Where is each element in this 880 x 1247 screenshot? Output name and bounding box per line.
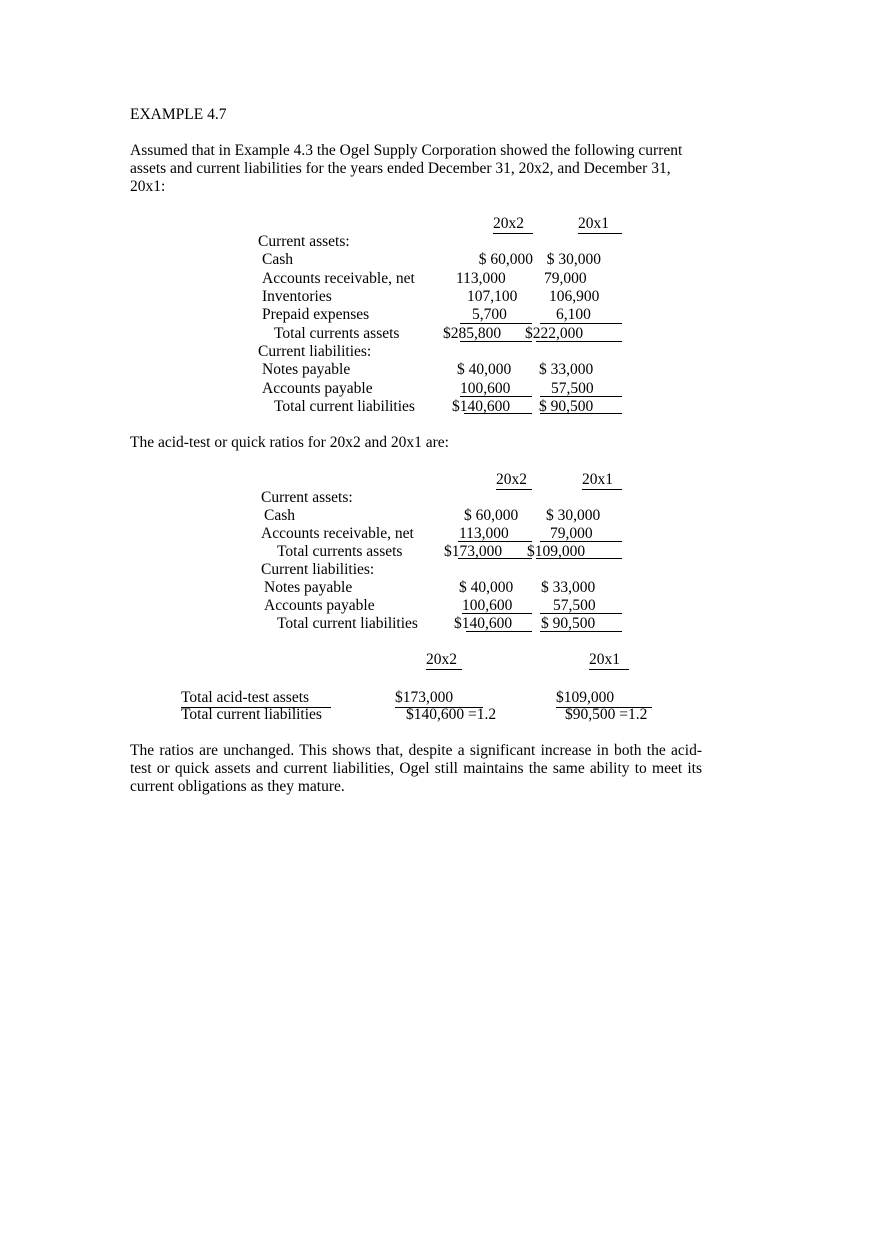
value-20x2: 100,600: [462, 597, 513, 614]
value-20x1: 6,100: [556, 306, 591, 323]
section-label-current-liabilities: Current liabilities:: [258, 343, 372, 360]
total-20x1: $ 90,500: [539, 398, 594, 415]
total-20x1: $ 90,500: [541, 615, 596, 632]
total-20x2: $140,600: [454, 615, 513, 632]
value-20x1: 57,500: [551, 380, 594, 397]
value-20x2: 113,000: [459, 525, 509, 542]
col-header-20x2: 20x2: [493, 215, 533, 234]
total-label: Total current liabilities: [274, 398, 415, 415]
row-label: Prepaid expenses: [262, 306, 370, 323]
row-label: Notes payable: [264, 579, 353, 596]
total-rule-20x2: [460, 341, 532, 342]
value-20x2: 107,100: [467, 288, 518, 305]
value-20x1: 106,900: [549, 288, 600, 305]
total-20x2: $140,600: [452, 398, 511, 415]
col-header-20x2: 20x2: [496, 471, 532, 490]
subtotal-rule-20x1: [540, 613, 622, 614]
row-label: Accounts payable: [262, 380, 373, 397]
value-20x2: $ 60,000: [478, 251, 533, 268]
row-label: Cash: [262, 251, 293, 268]
total-label: Total currents assets: [274, 325, 400, 342]
total-rule-20x2: [464, 413, 532, 414]
ratio-numerator-20x2: $173,000: [395, 689, 483, 708]
ratio-result-20x1: $90,500 =1.2: [565, 706, 648, 723]
row-label: Accounts receivable, net: [261, 525, 414, 542]
ratio-numerator-20x1: $109,000: [556, 689, 652, 708]
value-20x1: 57,500: [553, 597, 596, 614]
subtotal-rule-20x2: [462, 613, 532, 614]
value-20x1: 79,000: [550, 525, 593, 542]
subtotal-rule-20x1: [540, 323, 622, 324]
conclusion-paragraph: The ratios are unchanged. This shows that, despite a significant increase in both the acid-test or quick assets and current liabilities, Ogel still maintains the same ability to meet its current obligations as they mature.: [130, 742, 702, 795]
row-label: Accounts receivable, net: [262, 270, 415, 287]
ratio-result-20x2: $140,600 =1.2: [406, 706, 497, 723]
total-label: Total current liabilities: [277, 615, 418, 632]
col-header-20x1: 20x1: [578, 215, 622, 234]
row-label: Cash: [264, 507, 295, 524]
total-20x1: $109,000: [527, 543, 586, 560]
row-label: Notes payable: [262, 361, 351, 378]
value-20x1: $ 33,000: [541, 579, 596, 596]
total-rule-20x1: [540, 413, 622, 414]
ratio-header-20x1: 20x1: [589, 651, 629, 670]
subtotal-rule-20x2: [460, 396, 532, 397]
total-20x2: $285,800: [443, 325, 502, 342]
value-20x1: 79,000: [544, 270, 587, 287]
intro-paragraph: Assumed that in Example 4.3 the Ogel Supply Corporation showed the following current assets and current liabilities for the years ended December 31, 20x2, and December 31, 20x1:: [130, 142, 683, 195]
value-20x2: $ 40,000: [457, 361, 512, 378]
section-label-current-liabilities: Current liabilities:: [261, 561, 375, 578]
row-label: Accounts payable: [264, 597, 375, 614]
total-rule-20x1: [536, 558, 622, 559]
value-20x2: $ 60,000: [464, 507, 519, 524]
value-20x1: $ 30,000: [546, 251, 601, 268]
example-heading: EXAMPLE 4.7: [130, 106, 227, 123]
value-20x2: 100,600: [460, 380, 511, 397]
total-label: Total currents assets: [277, 543, 403, 560]
total-rule-20x1: [540, 631, 622, 632]
value-20x1: $ 30,000: [546, 507, 601, 524]
value-20x2: 5,700: [472, 306, 507, 323]
value-20x2: 113,000: [456, 270, 506, 287]
ratio-numerator-label: Total acid-test assets: [181, 689, 331, 708]
total-rule-20x2: [466, 631, 532, 632]
subtotal-rule-20x2: [460, 323, 532, 324]
row-label: Inventories: [262, 288, 332, 305]
subtotal-rule-20x2: [458, 541, 532, 542]
mid-text: The acid-test or quick ratios for 20x2 and 20x1 are:: [130, 434, 449, 451]
total-rule-20x1: [536, 341, 622, 342]
value-20x1: $ 33,000: [539, 361, 594, 378]
total-rule-20x2: [458, 558, 532, 559]
value-20x2: $ 40,000: [459, 579, 514, 596]
total-20x1: $222,000: [525, 325, 584, 342]
section-label-current-assets: Current assets:: [258, 233, 350, 250]
total-20x2: $173,000: [444, 543, 503, 560]
subtotal-rule-20x1: [540, 396, 622, 397]
section-label-current-assets: Current assets:: [261, 489, 353, 506]
ratio-denominator-label: Total current liabilities: [181, 706, 322, 723]
subtotal-rule-20x1: [540, 541, 622, 542]
col-header-20x1: 20x1: [582, 471, 622, 490]
ratio-header-20x2: 20x2: [426, 651, 462, 670]
